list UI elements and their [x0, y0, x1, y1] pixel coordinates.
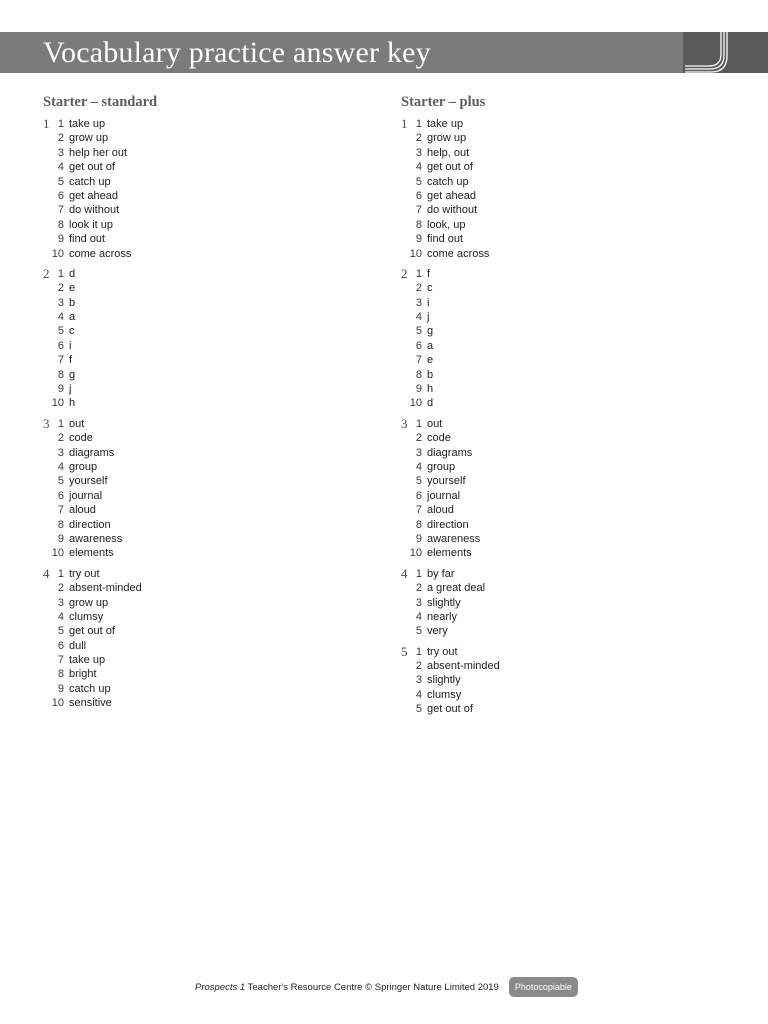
item-number: 5	[57, 175, 64, 188]
exercise	[401, 117, 721, 261]
item-number: 1	[415, 417, 422, 430]
answer-item	[43, 396, 363, 410]
answer-item	[43, 247, 363, 261]
item-number: 6	[415, 339, 422, 352]
answer-item	[43, 624, 363, 638]
item-number: 9	[57, 532, 64, 545]
item-answer: h	[69, 397, 76, 410]
exercise	[401, 417, 721, 561]
footer-credit	[195, 982, 499, 993]
answer-item	[401, 659, 721, 673]
answer-item	[43, 532, 363, 546]
item-answer: out	[69, 417, 85, 430]
item-number: 2	[57, 282, 64, 295]
answer-item	[43, 296, 363, 310]
answer-item	[401, 645, 721, 659]
footer-copyright: Teacher's Resource Centre © Springer Nature Limited 2019	[245, 981, 499, 993]
exercise	[43, 567, 363, 711]
exercise-number: 4	[401, 565, 408, 581]
item-answer: clumsy	[427, 688, 462, 701]
answer-item	[43, 232, 363, 246]
item-answer: j	[69, 383, 72, 396]
item-number: 3	[57, 596, 64, 609]
item-answer: slightly	[427, 674, 461, 687]
answer-item	[401, 175, 721, 189]
item-answer: b	[69, 296, 76, 309]
item-number: 8	[415, 518, 422, 531]
item-number: 9	[57, 682, 64, 695]
answer-item	[401, 310, 721, 324]
item-answer: take up	[69, 654, 106, 667]
answer-item	[43, 339, 363, 353]
item-answer: very	[427, 625, 448, 638]
curved-lines-logo-icon	[683, 32, 768, 73]
item-answer: awareness	[69, 532, 123, 545]
answer-item	[401, 624, 721, 638]
column-starter-standard	[43, 92, 363, 717]
answer-item	[43, 610, 363, 624]
item-number: 6	[57, 339, 64, 352]
item-number: 8	[57, 668, 64, 681]
item-number: 3	[57, 146, 64, 159]
item-number: 6	[57, 489, 64, 502]
answer-item	[43, 518, 363, 532]
answer-item	[401, 688, 721, 702]
item-number: 6	[57, 189, 64, 202]
item-number: 8	[57, 368, 64, 381]
item-number: 9	[57, 383, 64, 396]
item-number: 4	[57, 161, 64, 174]
answer-item	[401, 324, 721, 338]
item-answer: get ahead	[427, 189, 476, 202]
footer	[195, 976, 578, 998]
answer-item	[43, 368, 363, 382]
exercise-list	[43, 117, 363, 711]
item-number: 4	[415, 311, 422, 324]
item-number: 5	[57, 475, 64, 488]
answer-item	[401, 610, 721, 624]
answer-item	[401, 296, 721, 310]
item-answer: aloud	[69, 504, 96, 517]
answer-item	[401, 673, 721, 687]
item-answer: find out	[69, 233, 106, 246]
item-answer: grow up	[69, 132, 109, 145]
section-title: Starter – plus	[401, 94, 486, 110]
answer-item	[43, 146, 363, 160]
answer-item	[43, 203, 363, 217]
answer-item	[43, 581, 363, 595]
answer-item	[401, 339, 721, 353]
item-answer: get out of	[69, 161, 115, 174]
item-answer: take up	[427, 118, 464, 130]
item-number: 1	[415, 118, 422, 130]
item-number: 4	[415, 688, 422, 701]
item-answer: awareness	[427, 532, 481, 545]
exercise-number: 2	[43, 265, 50, 281]
answer-item	[401, 146, 721, 160]
item-answer: i	[69, 339, 72, 352]
answer-item	[43, 324, 363, 338]
item-number: 5	[415, 625, 422, 638]
answer-item	[401, 489, 721, 503]
answer-item	[401, 581, 721, 595]
answer-item	[43, 489, 363, 503]
item-answer: sensitive	[69, 697, 112, 710]
answer-item	[401, 281, 721, 295]
exercise	[43, 117, 363, 261]
item-number: 5	[415, 325, 422, 338]
item-answer: d	[427, 397, 434, 410]
item-number: 1	[57, 267, 64, 280]
answer-item	[43, 431, 363, 445]
item-answer: help her out	[69, 146, 128, 159]
photocopiable-badge: Photocopiable	[509, 977, 578, 997]
item-number: 1	[57, 118, 64, 130]
answer-item	[401, 518, 721, 532]
answer-item	[401, 702, 721, 716]
item-answer: catch up	[427, 175, 469, 188]
answer-item	[43, 310, 363, 324]
exercise-number: 5	[401, 643, 408, 659]
item-number: 2	[57, 582, 64, 595]
item-answer: get out of	[427, 703, 473, 716]
answer-item	[43, 267, 363, 281]
item-answer: grow up	[427, 132, 467, 145]
answer-item	[43, 682, 363, 696]
answer-item	[401, 368, 721, 382]
item-answer: f	[69, 354, 73, 367]
item-answer: yourself	[69, 475, 108, 488]
answer-item	[43, 546, 363, 560]
page-title: Vocabulary practice answer key	[43, 36, 431, 69]
answer-item	[401, 532, 721, 546]
item-number: 5	[415, 175, 422, 188]
item-number: 9	[415, 233, 422, 246]
item-answer: group	[427, 460, 456, 473]
item-number: 3	[57, 296, 64, 309]
item-number: 10	[51, 697, 64, 710]
item-answer: code	[427, 432, 451, 445]
item-answer: absent-minded	[427, 660, 500, 673]
item-answer: diagrams	[427, 446, 473, 459]
item-answer: journal	[427, 489, 461, 502]
section-title: Starter – standard	[43, 94, 158, 110]
footer-book-title: Prospects 1	[195, 981, 246, 993]
item-number: 10	[51, 397, 64, 410]
item-answer: a great deal	[427, 582, 486, 595]
item-answer: i	[427, 296, 430, 309]
item-answer: a	[427, 339, 434, 352]
item-number: 2	[415, 660, 422, 673]
exercise	[401, 645, 721, 717]
item-number: 2	[57, 432, 64, 445]
answer-item	[401, 218, 721, 232]
item-number: 4	[57, 311, 64, 324]
item-number: 5	[57, 325, 64, 338]
answer-item	[43, 567, 363, 581]
item-answer: catch up	[69, 682, 111, 695]
item-number: 10	[409, 547, 422, 560]
item-answer: take up	[69, 118, 106, 130]
exercise-number: 2	[401, 265, 408, 281]
item-answer: aloud	[427, 504, 454, 517]
item-answer: come across	[69, 247, 132, 260]
column-starter-plus	[401, 92, 721, 723]
item-answer: grow up	[69, 596, 109, 609]
item-answer: elements	[427, 547, 472, 560]
answer-item	[401, 353, 721, 367]
item-number: 4	[415, 460, 422, 473]
item-number: 4	[57, 460, 64, 473]
item-number: 8	[415, 218, 422, 231]
item-number: 2	[57, 132, 64, 145]
answer-item	[401, 446, 721, 460]
item-answer: dull	[69, 639, 87, 652]
answer-item	[401, 596, 721, 610]
answer-item	[401, 382, 721, 396]
item-answer: try out	[69, 567, 100, 580]
item-number: 7	[57, 504, 64, 517]
item-number: 5	[57, 625, 64, 638]
item-answer: slightly	[427, 596, 461, 609]
answer-item	[43, 446, 363, 460]
item-answer: e	[427, 354, 434, 367]
exercise-number: 1	[401, 116, 408, 131]
item-answer: direction	[69, 518, 111, 531]
exercise-number: 3	[401, 415, 408, 431]
answer-item	[401, 232, 721, 246]
answer-item	[401, 431, 721, 445]
item-answer: find out	[427, 233, 464, 246]
answer-item	[43, 189, 363, 203]
exercise-number: 4	[43, 565, 50, 581]
item-number: 7	[415, 354, 422, 367]
item-answer: come across	[427, 247, 490, 260]
item-number: 3	[415, 146, 422, 159]
item-number: 6	[415, 489, 422, 502]
answer-item	[43, 218, 363, 232]
item-number: 3	[415, 446, 422, 459]
answer-item	[43, 696, 363, 710]
item-answer: f	[427, 267, 431, 280]
item-answer: journal	[69, 489, 103, 502]
item-number: 9	[415, 532, 422, 545]
answer-item	[43, 353, 363, 367]
answer-item	[43, 160, 363, 174]
answer-item	[43, 653, 363, 667]
answer-item	[401, 396, 721, 410]
item-number: 1	[415, 645, 422, 658]
item-answer: get out of	[427, 161, 473, 174]
item-answer: elements	[69, 547, 114, 560]
answer-item	[43, 667, 363, 681]
answer-item	[43, 417, 363, 431]
answer-item	[401, 160, 721, 174]
item-answer: absent-minded	[69, 582, 142, 595]
item-answer: code	[69, 432, 93, 445]
item-number: 8	[415, 368, 422, 381]
item-answer: a	[69, 311, 76, 324]
item-answer: yourself	[427, 475, 466, 488]
item-number: 7	[57, 354, 64, 367]
item-number: 10	[51, 247, 64, 260]
item-answer: h	[427, 383, 434, 396]
item-number: 7	[415, 204, 422, 217]
item-answer: bright	[69, 668, 97, 681]
answer-item	[401, 189, 721, 203]
answer-item	[401, 546, 721, 560]
item-number: 7	[57, 654, 64, 667]
item-answer: d	[69, 267, 76, 280]
item-answer: help, out	[427, 146, 470, 159]
answer-item	[401, 203, 721, 217]
item-answer: g	[427, 325, 434, 338]
item-answer: clumsy	[69, 610, 104, 623]
answer-item	[401, 131, 721, 145]
item-answer: group	[69, 460, 98, 473]
exercise	[43, 417, 363, 561]
exercise-list	[401, 117, 721, 717]
answer-item	[43, 131, 363, 145]
item-number: 9	[57, 233, 64, 246]
answer-item	[43, 503, 363, 517]
item-answer: c	[427, 282, 433, 295]
item-answer: c	[69, 325, 75, 338]
item-number: 8	[57, 218, 64, 231]
item-number: 10	[409, 247, 422, 260]
answer-item	[401, 567, 721, 581]
item-number: 8	[57, 518, 64, 531]
item-number: 7	[57, 204, 64, 217]
item-answer: look it up	[69, 218, 114, 231]
item-answer: e	[69, 282, 76, 295]
item-answer: b	[427, 368, 434, 381]
item-number: 4	[415, 161, 422, 174]
answer-item	[401, 474, 721, 488]
answer-item	[43, 639, 363, 653]
item-number: 10	[51, 547, 64, 560]
exercise	[401, 267, 721, 411]
answer-item	[401, 417, 721, 431]
item-answer: nearly	[427, 610, 457, 623]
item-number: 3	[57, 446, 64, 459]
item-number: 1	[57, 567, 64, 580]
item-answer: out	[427, 417, 443, 430]
item-number: 7	[415, 504, 422, 517]
item-number: 10	[409, 397, 422, 410]
answer-item	[401, 117, 721, 131]
item-answer: j	[427, 311, 430, 324]
answer-item	[43, 175, 363, 189]
item-number: 2	[415, 132, 422, 145]
answer-item	[401, 503, 721, 517]
item-number: 3	[415, 596, 422, 609]
item-number: 2	[415, 282, 422, 295]
item-answer: get ahead	[69, 189, 118, 202]
item-number: 3	[415, 674, 422, 687]
item-answer: look, up	[427, 218, 466, 231]
answer-item	[43, 382, 363, 396]
item-answer: do without	[427, 204, 478, 217]
item-number: 9	[415, 383, 422, 396]
item-answer: do without	[69, 204, 120, 217]
item-answer: g	[69, 368, 76, 381]
exercise	[43, 267, 363, 411]
item-number: 5	[415, 703, 422, 716]
answer-item	[43, 474, 363, 488]
item-number: 4	[57, 610, 64, 623]
item-number: 2	[415, 582, 422, 595]
item-number: 6	[57, 639, 64, 652]
exercise-number: 1	[43, 116, 50, 131]
item-number: 3	[415, 296, 422, 309]
item-answer: try out	[427, 645, 458, 658]
item-answer: get out of	[69, 625, 115, 638]
item-number: 6	[415, 189, 422, 202]
answer-item	[43, 117, 363, 131]
item-number: 5	[415, 475, 422, 488]
item-number: 1	[415, 267, 422, 280]
answer-item	[401, 460, 721, 474]
item-answer: by far	[427, 567, 455, 580]
answer-item	[43, 596, 363, 610]
item-answer: diagrams	[69, 446, 115, 459]
item-number: 1	[415, 567, 422, 580]
item-number: 4	[415, 610, 422, 623]
item-answer: catch up	[69, 175, 111, 188]
exercise	[401, 567, 721, 639]
item-number: 2	[415, 432, 422, 445]
item-number: 1	[57, 417, 64, 430]
answer-item	[401, 247, 721, 261]
answer-item	[43, 281, 363, 295]
item-answer: direction	[427, 518, 469, 531]
answer-item	[401, 267, 721, 281]
answer-item	[43, 460, 363, 474]
exercise-number: 3	[43, 415, 50, 431]
